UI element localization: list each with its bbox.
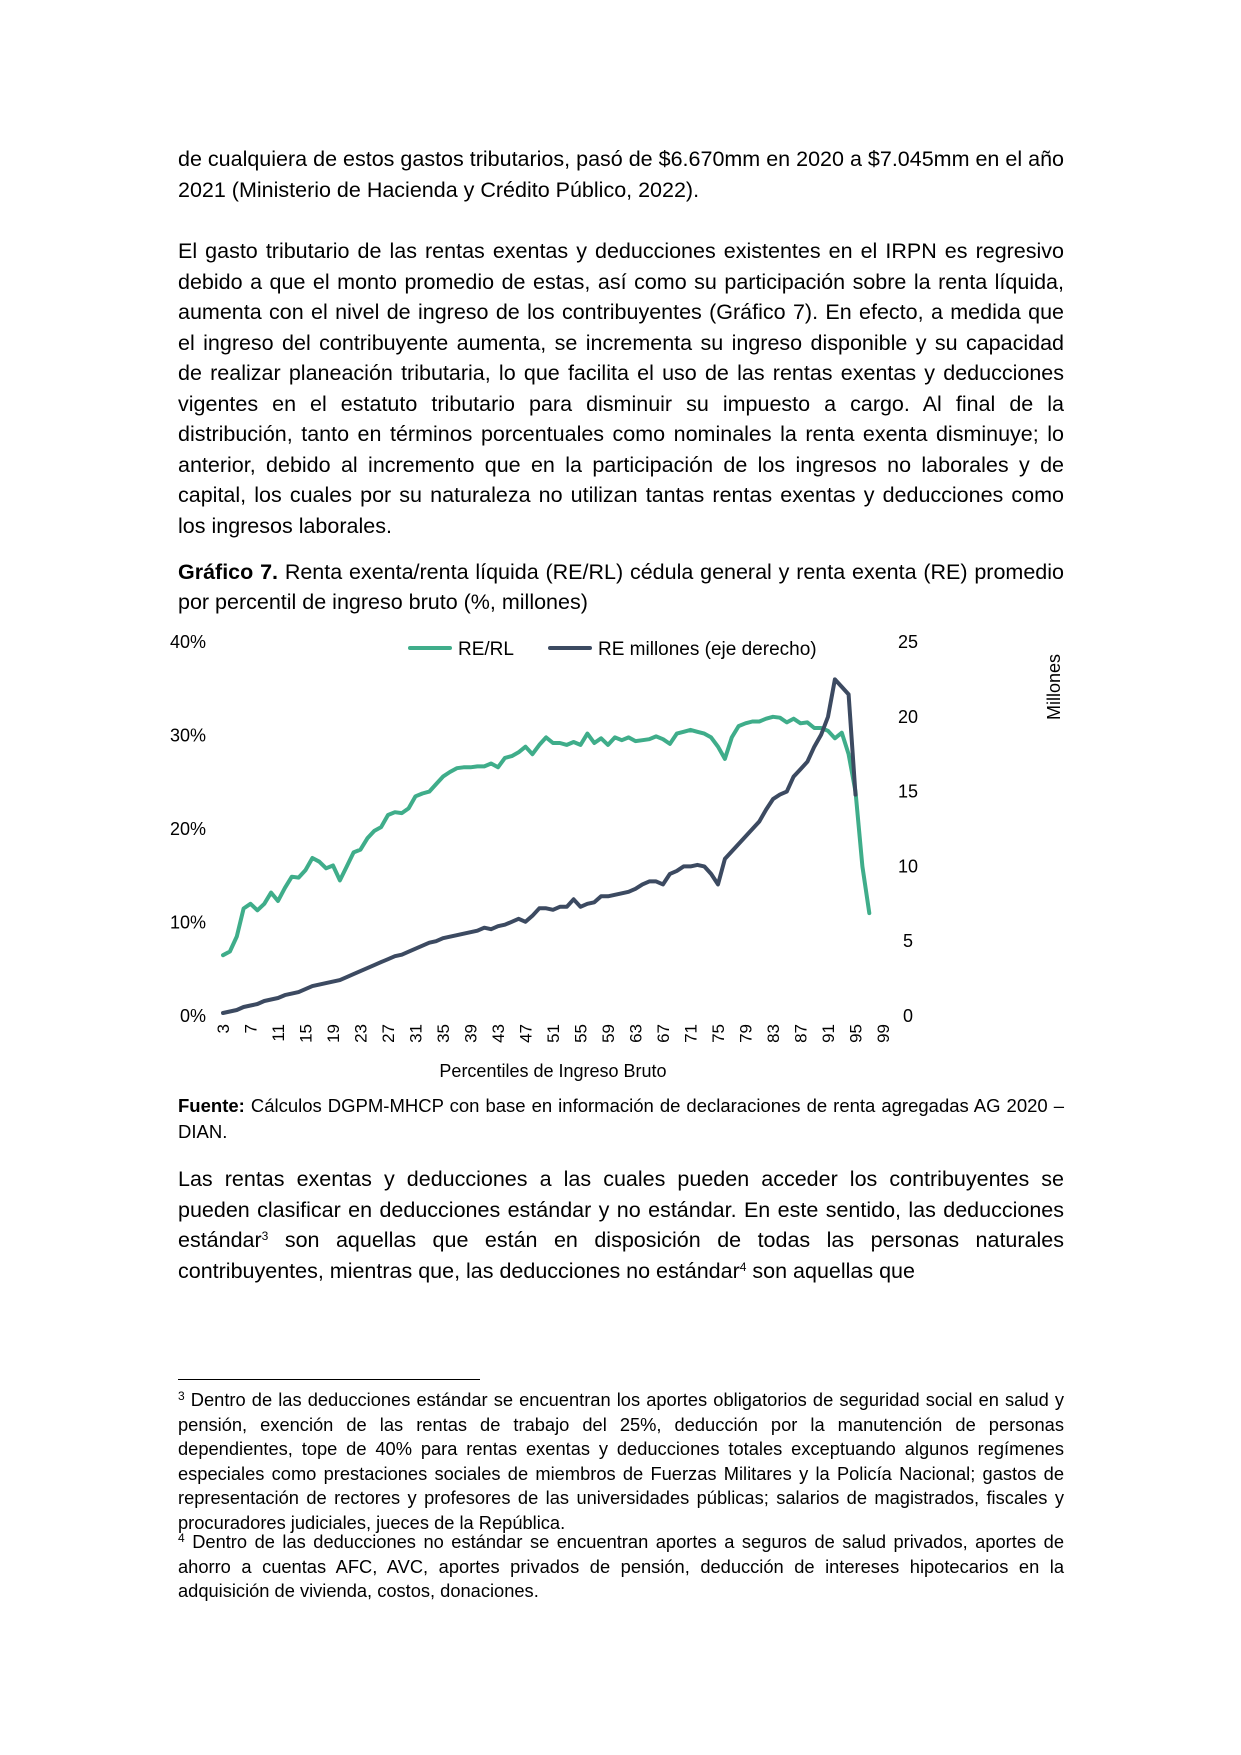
footnote-ref-3[interactable]: 3: [261, 1229, 269, 1243]
series-line-re-rl: [223, 717, 869, 955]
x-axis-tick-label: 63: [626, 1024, 646, 1043]
x-axis-tick-label: 15: [296, 1024, 316, 1043]
right-axis-tick-label: 10: [897, 856, 919, 877]
x-axis-tick-label: 51: [544, 1024, 563, 1043]
x-axis-tick-label: 59: [599, 1024, 618, 1043]
source-text: Cálculos DGPM-MHCP con base en información de declaraciones de renta agregadas AG 2020 – DIAN.: [178, 1095, 1064, 1142]
paragraph-classification-part3: son aquellas que: [746, 1258, 915, 1283]
x-axis-tick-label: 99: [874, 1024, 893, 1043]
x-axis-tick-label: 83: [764, 1024, 783, 1043]
x-axis-tick-label: 95: [846, 1024, 866, 1043]
x-axis-tick-label: 43: [489, 1024, 508, 1043]
left-axis-tick-label: 40%: [169, 632, 206, 652]
footnote-separator: [178, 1379, 480, 1380]
footnote-3: [178, 1388, 1064, 1535]
paragraph-classification: [178, 1164, 1064, 1286]
x-axis-tick-label: 47: [516, 1024, 536, 1043]
left-axis-tick-label: 20%: [169, 819, 206, 839]
x-axis-tick-label: 75: [709, 1024, 728, 1043]
x-axis-title: Percentiles de Ingreso Bruto: [439, 1061, 667, 1081]
left-axis-tick-label: 10%: [169, 912, 206, 933]
footnote-3-text: Dentro de las deducciones estándar se encuentran los aportes obligatorios de seguridad social en salud y pensión, exención de las rentas de trabajo del 25%, deducción por la manutención de personas dependientes, tope de 40% para rentas exentas y deducciones totales exceptuando algunos regímenes especiales como prestaciones sociales de miembros de Fuerzas Militares y la Policía Nacional; gastos de representación de rectores y profesores de las universidades públicas; salarios de magistrados, fiscales y procuradores judiciales, jueces de la República.: [178, 1389, 1064, 1533]
right-axis-tick-label: 20: [897, 706, 919, 727]
line-chart: [169, 625, 1068, 1090]
paragraph-regressive: El gasto tributario de las rentas exentas y deducciones existentes en el IRPN es regresivo debido a que el monto promedio de estas, así como su participación sobre la renta líquida, aumenta con el nivel de ingreso de los contribuyentes (Gráfico 7). En efecto, a medida que el ingreso del contribuyente aumenta, se incrementa su ingreso disponible y su capacidad de realizar planeación tributaria, lo que facilita el uso de las rentas exentas y deducciones vigentes en el estatuto tributario para disminuir su impuesto a cargo. Al final de la distribución, tanto en términos porcentuales como nominales la renta exenta disminuye; lo anterior, debido al incremento que en la participación de los ingresos no laborales y de capital, los cuales por su naturaleza no utilizan tantas rentas exentas y deducciones como los ingresos laborales.: [178, 239, 1064, 538]
footnote-ref-4[interactable]: 4: [739, 1259, 747, 1274]
legend-label: RE millones (eje derecho): [598, 639, 817, 660]
x-axis-tick-label: 67: [654, 1024, 673, 1043]
figure-source: [178, 1093, 1064, 1145]
right-axis-tick-label: 25: [897, 632, 919, 652]
figure-caption: [178, 557, 1064, 617]
footnote-3-mark: 3: [178, 1389, 185, 1403]
right-axis-tick-label: 0: [902, 1006, 914, 1026]
source-label: Fuente:: [178, 1095, 245, 1116]
right-axis-tick-label: 15: [897, 781, 919, 802]
right-axis-tick-label: 5: [902, 931, 914, 952]
x-axis-tick-label: 71: [681, 1024, 701, 1043]
series-line-re-millones: [223, 679, 856, 1013]
footnote-4: [178, 1530, 1064, 1604]
x-axis-tick-label: 31: [406, 1024, 426, 1043]
x-axis-tick-label: 3: [214, 1024, 233, 1034]
x-axis-tick-label: 35: [434, 1024, 453, 1043]
left-axis-tick-label: 30%: [169, 725, 206, 746]
legend-label: RE/RL: [458, 639, 514, 660]
x-axis-tick-label: 91: [819, 1024, 838, 1043]
x-axis-tick-label: 27: [379, 1024, 398, 1043]
x-axis-tick-label: 87: [791, 1024, 811, 1043]
chart-svg: [169, 625, 1068, 1090]
paragraph-classification-part2: son aquellas que están en disposición de todas las personas naturales contribuyentes, mientras que, las deducciones no estándar: [178, 1228, 1064, 1283]
figure-caption-label: Gráfico 7.: [178, 560, 279, 584]
x-axis-tick-label: 23: [351, 1024, 371, 1043]
figure-caption-text: Renta exenta/renta líquida (RE/RL) cédula general y renta exenta (RE) promedio por percentil de ingreso bruto (%, millones): [178, 560, 1064, 614]
x-axis-tick-label: 7: [241, 1024, 261, 1034]
footnote-4-mark: 4: [178, 1531, 185, 1545]
paragraph-intro: de cualquiera de estos gastos tributarios, pasó de $6.670mm en 2020 a $7.045mm en el año 2021 (Ministerio de Hacienda y Crédito Público, 2022).: [178, 147, 1064, 202]
x-axis-tick-label: 79: [736, 1024, 756, 1043]
x-axis-tick-label: 39: [461, 1024, 481, 1043]
right-axis-title: Millones: [1044, 653, 1064, 721]
left-axis-tick-label: 0%: [179, 1006, 206, 1026]
footnote-4-text: Dentro de las deducciones no estándar se encuentran aportes a seguros de salud privados, aportes de ahorro a cuentas AFC, AVC, aportes privados de pensión, deducción de intereses hipotecarios en la adquisición de vivienda, costos, donaciones.: [178, 1531, 1064, 1601]
paragraph-classification-part1: Las rentas exentas y deducciones a las cuales pueden acceder los contribuyentes se pueden clasificar en deducciones estándar y no estándar. En este sentido, las deducciones estándar: [178, 1167, 1064, 1252]
x-axis-tick-label: 11: [269, 1024, 288, 1042]
x-axis-tick-label: 55: [571, 1024, 591, 1043]
x-axis-tick-label: 19: [324, 1024, 343, 1043]
